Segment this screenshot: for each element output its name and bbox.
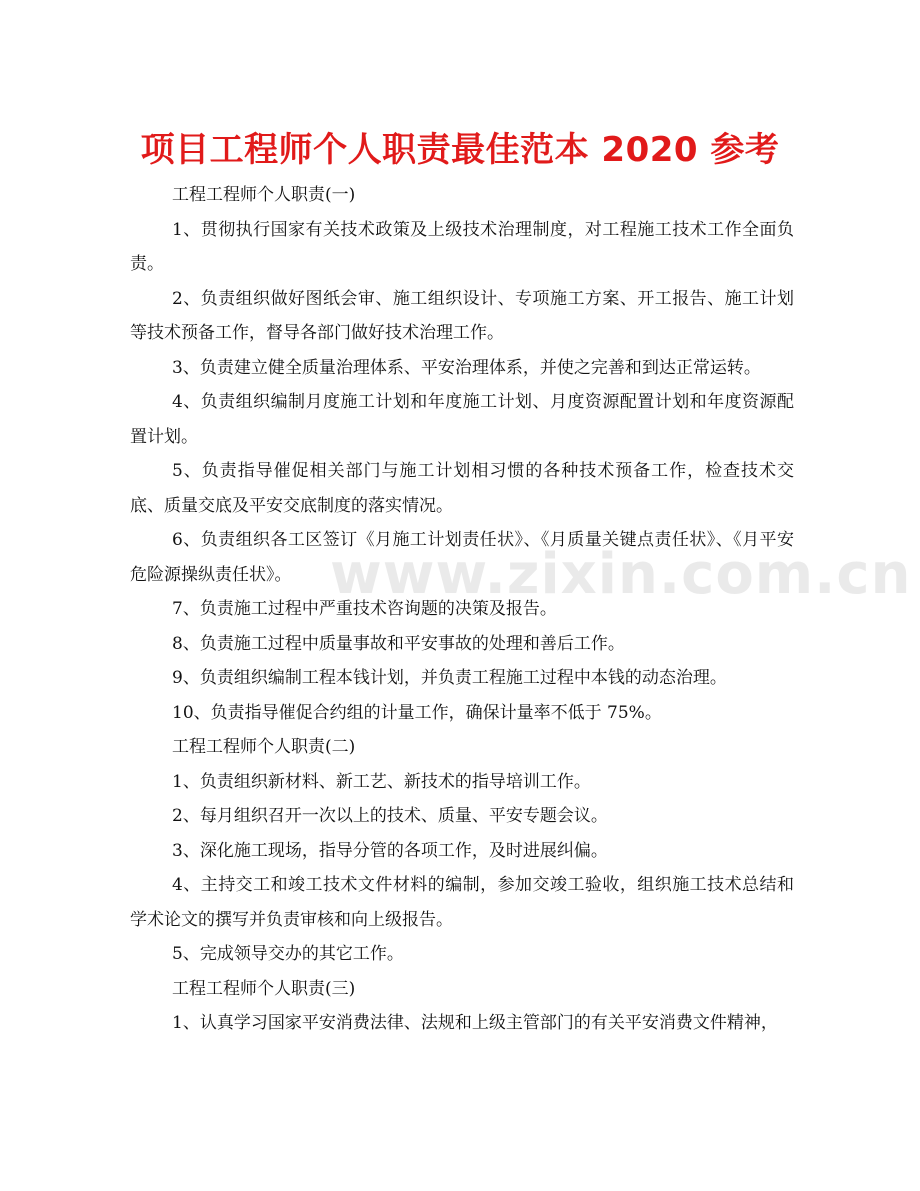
section-heading-1: 工程工程师个人职责(一) xyxy=(172,185,356,205)
paragraph: 6、负责组织各工区签订《月施工计划责任状》、《月质量关键点责任状》、《月平安危险源操纵责任状》。 xyxy=(130,530,794,585)
paragraph: 7、负责施工过程中严重技术咨询题的决策及报告。 xyxy=(172,599,557,619)
paragraph: 5、完成领导交办的其它工作。 xyxy=(172,944,404,964)
paragraph: 1、负责组织新材料、新工艺、新技术的指导培训工作。 xyxy=(172,771,591,792)
watermark: www.zixin.com.cn xyxy=(330,542,912,607)
paragraph: 2、每月组织召开一次以上的技术、质量、平安专题会议。 xyxy=(172,806,608,826)
section-heading-3: 工程工程师个人职责(三) xyxy=(172,978,356,999)
paragraph: 3、负责建立健全质量治理体系、平安治理体系，并使之完善和到达正常运转。 xyxy=(172,357,761,378)
paragraph: 1、认真学习国家平安消费法律、法规和上级主管部门的有关平安消费文件精神， xyxy=(172,1013,778,1033)
paragraph: 2、负责组织做好图纸会审、施工组织设计、专项施工方案、开工报告、施工计划等技术预备工作，督导各部门做好技术治理工作。 xyxy=(130,288,794,343)
paragraph: 4、负责组织编制月度施工计划和年度施工计划、月度资源配置计划和年度资源配置计划。 xyxy=(130,392,794,447)
paragraph: 10、负责指导催促合约组的计量工作，确保计量率不低于 75%。 xyxy=(172,702,662,723)
document-body xyxy=(130,178,912,1041)
paragraph: 8、负责施工过程中质量事故和平安事故的处理和善后工作。 xyxy=(172,633,625,654)
paragraph: 9、负责组织编制工程本钱计划，并负责工程施工过程中本钱的动态治理。 xyxy=(172,668,727,688)
section-heading-2: 工程工程师个人职责(二) xyxy=(172,737,356,757)
paragraph: 5、负责指导催促相关部门与施工计划相习惯的各种技术预备工作，检查技术交底、质量交底及平安交底制度的落实情况。 xyxy=(130,461,794,516)
document-title: 项目工程师个人职责最佳范本 2020 参考 xyxy=(140,130,780,170)
paragraph: 4、主持交工和竣工技术文件材料的编制，参加交竣工验收，组织施工技术总结和学术论文的撰写并负责审核和向上级报告。 xyxy=(130,875,794,930)
paragraph: 3、深化施工现场，指导分管的各项工作，及时进展纠偏。 xyxy=(172,840,608,861)
paragraph: 1、贯彻执行国家有关技术政策及上级技术治理制度，对工程施工技术工作全面负责。 xyxy=(130,219,794,274)
